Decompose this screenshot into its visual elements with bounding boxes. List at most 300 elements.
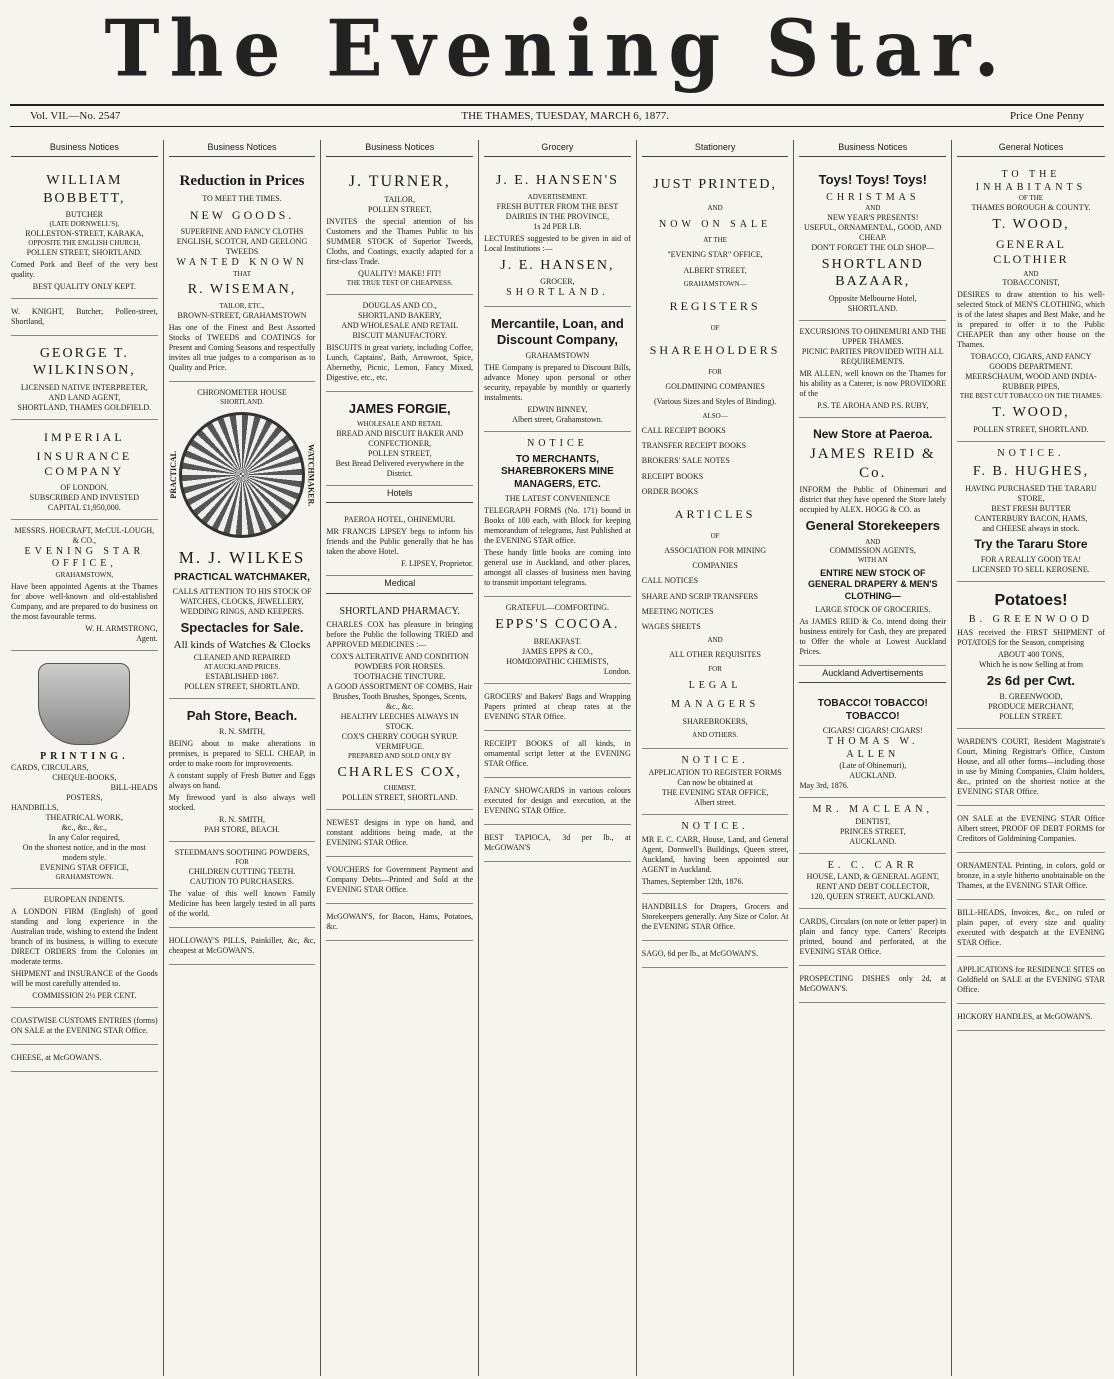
ad-line: CARDS, CIRCULARS,: [11, 763, 89, 772]
ad-text: Has one of the Finest and Best Assorted Stocks of TWEEDS and COATINGS for Present and Coming Seasons and respectfully invites all true judges to a comparison as to Quality and Price.: [168, 322, 316, 372]
ad-line: POLLEN STREET, SHORTLAND.: [26, 247, 143, 257]
ad-tararu-store: [957, 442, 1105, 582]
ad-line: ENGLISH, SCOTCH, AND GEELONG TWEEDS: [176, 237, 308, 256]
ad-line: BUTCHER: [65, 210, 104, 220]
coat-of-arms-icon: [38, 663, 130, 745]
ad-text: HICKORY HANDLES, at McGOWAN'S.: [957, 1012, 1093, 1022]
ad-line: JAMES EPPS & CO.,: [521, 646, 593, 656]
ad-text: BISCUITS in great variety, including Coffee, Lunch, Captains', Bath, Arrowroot, Spice, Abernethy, Picnic, Lemon, Fancy Mixed, Digestive, etc., etc.: [326, 343, 474, 382]
ad-line: THEATRICAL WORK,: [45, 813, 123, 822]
ad-headline: New Store at Paeroa.: [813, 426, 933, 441]
section-header: General Notices: [957, 140, 1105, 157]
ad-t-wood: [957, 163, 1105, 441]
ad-line: TO MEET THE TIMES.: [202, 194, 282, 203]
volume-number: Vol. VII.—No. 2547: [30, 110, 121, 122]
ad-line: Opposite Melbourne Hotel,: [828, 293, 917, 303]
ad-line: All kinds of Watches & Clocks: [173, 639, 311, 652]
ad-line: LICENSED NATIVE INTERPRETER,: [20, 382, 148, 392]
ad-line: Albert street, Grahamstown.: [512, 415, 603, 424]
ad-text: CHARLES COX has pleasure in bringing before the Public the following TRIED and APPROVED MEDICINES :—: [326, 620, 474, 649]
ad-text: BEING about to make alterations in premises, is prepared to SELL CHEAP, in order to make room for improvements.: [168, 739, 316, 768]
ad-line: In any Color required,: [48, 833, 120, 842]
ad-registers: [642, 163, 789, 749]
ad-line: WATCHES, CLOCKS, JEWELLERY, WEDDING RINGS, AND KEEPERS.: [180, 597, 304, 616]
ad-line: ABOUT 400 TONS,: [997, 650, 1064, 659]
ad-line: AT THE: [703, 236, 727, 245]
section-header: Auckland Advertisements: [799, 666, 946, 683]
ad-headline: NOTICE.: [681, 755, 749, 767]
ad-headline: J. E. HANSEN'S: [495, 173, 619, 189]
ad-line: POLLEN STREET, SHORTLAND.: [342, 793, 458, 802]
ad-headline: STEEDMAN'S SOOTHING POWDERS,: [174, 848, 310, 857]
ad-line: THE EVENING STAR OFFICE,: [661, 787, 769, 797]
ad-line: THE TRUE TEST OF CHEAPNESS.: [346, 279, 453, 288]
ad-text: NEWEST designs in type on hand, and constant additions being made, at the EVENING STAR Office.: [326, 818, 474, 847]
ad-line: London.: [603, 666, 631, 676]
ad-proof-of-debt: [957, 806, 1105, 853]
ad-line: R. N. SMITH,: [219, 815, 266, 824]
ad-line: SHORTLAND.: [220, 397, 264, 406]
ad-text: GROCERS' and Bakers' Bags and Wrapping Papers printed at cheap rates at the EVENING STAR Office.: [484, 691, 631, 721]
ad-prospecting-dishes: [799, 966, 946, 1003]
ad-line: ORDER BOOKS: [641, 486, 698, 496]
ad-headline: M. J. WILKES: [178, 548, 306, 568]
ad-line: 1s 2d PER LB.: [533, 221, 582, 231]
ad-customs-entries: [11, 1008, 158, 1045]
ad-text: CARDS, Circulars (on note or letter paper) in plain and fancy type. Carters' Receipts printed, bound and perforated, at the EVENING STAR Office.: [799, 917, 947, 956]
ad-headline: Reduction in Prices: [179, 173, 305, 190]
ad-headline: PAEROA HOTEL, OHINEMURI.: [344, 515, 456, 525]
ad-text: INVITES the special attention of his Customers and the Thames Public to his SUMMER STOCK of Superior Tweeds, Cloths, and Coatings, exactly adapted for a first-class Trade.: [326, 217, 474, 267]
ad-line: BROKERS' SALE NOTES: [641, 456, 730, 466]
ad-line: SHARE AND SCRIP TRANSFERS: [641, 591, 759, 601]
ad-line: OF: [710, 323, 720, 332]
ad-text: WARDEN'S COURT, Resident Magistrate's Court, Mining Registrar's Office, Custom House, and all other forms—including those in use by Mining Companies, Claim holders, &c., printed on the shortest notice at the EVENING STAR Office.: [957, 737, 1105, 797]
ad-line: SHAREBROKERS,: [682, 716, 748, 726]
ad-pah-store: [169, 699, 316, 842]
ad-text: COASTWISE CUSTOMS ENTRIES (forms) ON SALE at the EVENING STAR Office.: [11, 1015, 158, 1035]
ad-line: "EVENING STAR" OFFICE,: [667, 250, 763, 260]
ad-line: HOMŒOPATHIC CHEMISTS,: [506, 656, 609, 666]
ad-cards: [799, 909, 946, 966]
ad-line: TOOTHACHE TINCTURE.: [353, 672, 446, 681]
ad-line: PICNIC PARTIES PROVIDED WITH ALL REQUIREMENTS.: [801, 346, 944, 366]
ad-douglas: [326, 295, 473, 392]
ad-line: CALL NOTICES: [641, 576, 699, 586]
ad-text: BEST TAPIOCA, 3d per lb., at McGOWAN'S: [484, 832, 631, 852]
column-2: [164, 140, 322, 1376]
ad-text: A LONDON FIRM (English) of good standing and long experience in the Australian trade, wishing to extend the Indent branch of its business, is willing to execute DIRECT ORDERS from the Colonies on moderate terms.: [11, 906, 158, 966]
ad-headline: EPPS'S COCOA.: [495, 617, 620, 632]
ad-imperial-insurance: [11, 420, 158, 520]
ad-line: ALSO—: [702, 411, 728, 420]
ad-headline: J. E. HANSEN,: [500, 257, 615, 273]
ad-headline: SHORTLAND BAZAAR,: [821, 256, 924, 290]
ad-line: BREAD AND BISCUIT BAKER AND CONFECTIONER,: [336, 429, 464, 448]
ad-line: RECEIPT BOOKS: [641, 471, 704, 481]
ad-hickory-handles: [957, 1004, 1105, 1031]
ad-line: THAMES BOROUGH & COUNTY.: [971, 203, 1091, 212]
ad-headline: Spectacles for Sale.: [180, 620, 304, 635]
ad-line: SHORTLAND.: [847, 303, 898, 313]
ad-text: DESIRES to draw attention to his well-selected Stock of MEN'S CLOTHING, which is of the latest shapes and Best Make, and he is prepared to offer it to the Public CHEAPER than any other house on the Thames.: [957, 290, 1105, 350]
ad-headline: JAMES REID & Co.: [809, 445, 936, 481]
ad-line: CLEANED AND REPAIRED: [193, 653, 291, 662]
ad-headline: T. WOOD,: [992, 405, 1070, 420]
ad-hoecraft: [11, 520, 158, 651]
ad-headline: Try the Tararu Store: [974, 536, 1088, 551]
ad-headline: ENTIRE NEW STOCK OF GENERAL DRAPERY & MEN'S CLOTHING—: [808, 568, 938, 601]
watch-icon: [179, 412, 305, 538]
ad-line: GRAHAMSTOWN—: [683, 279, 747, 288]
ad-showcards: [484, 778, 631, 825]
ad-text: ORNAMENTAL Printing, in colors, gold or bronze, in a style hitherto unobtainable on the Thames, at the EVENING STAR Office.: [957, 861, 1105, 891]
ad-line: TAILOR,: [384, 195, 416, 205]
ad-line: POLLEN STREET,: [368, 205, 432, 215]
ad-line: GROCER,: [540, 277, 575, 286]
ad-headline: J. TURNER,: [348, 173, 451, 191]
ad-line: COMMISSION 2½ PER CENT.: [32, 990, 137, 1000]
ad-line: GOLDMINING COMPANIES: [665, 382, 765, 392]
ad-line: NEW YEAR'S PRESENTS!: [827, 212, 919, 222]
masthead: [0, 0, 1114, 95]
ad-line: AND: [707, 203, 723, 212]
ad-line: PRODUCE MERCHANT,: [988, 702, 1074, 712]
ad-steedman: [169, 842, 316, 928]
ad-line: WITH AN: [857, 556, 888, 565]
section-header: Medical: [326, 576, 473, 593]
ad-forgie: [326, 392, 473, 486]
ad-line: PRACTICAL: [168, 451, 178, 500]
section-header: Stationery: [642, 140, 789, 157]
ad-line: OPPOSITE THE ENGLISH CHURCH,: [28, 239, 141, 247]
ad-line: PAH STORE, BEACH.: [204, 825, 280, 834]
price: Price One Penny: [1010, 110, 1084, 122]
section-header: Business Notices: [799, 140, 946, 157]
ad-line: CHEMIST,: [383, 784, 416, 793]
ad-european-indents: [11, 889, 158, 1008]
ad-vouchers: [326, 857, 473, 904]
ad-line: R. N. SMITH,: [219, 727, 266, 736]
ad-line: &c., &c., &c.,: [61, 823, 107, 832]
ad-grocers-bags: [484, 684, 631, 731]
ad-text: THE Company is prepared to Discount Bills, advance Money upon personal or other security, repayable by monthly or quarterly instalments.: [484, 363, 631, 402]
ad-excursions: [799, 321, 946, 418]
ad-line: THE BEST CUT TOBACCO ON THE THAMES.: [959, 392, 1103, 401]
ad-line: POLLEN STREET, SHORTLAND.: [184, 681, 300, 691]
ad-headline: GENERAL CLOTHIER: [993, 236, 1069, 266]
ad-line: THE LATEST CONVENIENCE: [504, 494, 610, 503]
ad-text: FANCY SHOWCARDS in various colours executed for design and execution, at the EVENING STAR Office.: [484, 785, 631, 815]
ad-headline: General Storekeepers: [805, 518, 940, 534]
ad-line: CIGARS! CIGARS! CIGARS!: [822, 726, 923, 735]
ad-line: HOUSE, LAND, & GENERAL AGENT,: [806, 872, 939, 881]
ad-line: FRESH BUTTER FROM THE BEST DAIRIES IN THE PROVINCE,: [496, 201, 619, 221]
ad-line: OF LONDON.: [60, 482, 109, 492]
ad-headline: B. GREENWOOD: [968, 613, 1094, 625]
ad-headline: DOUGLAS AND CO.,: [362, 301, 437, 310]
ad-line: TOBACCO, CIGARS, AND FANCY GOODS DEPARTMENT.: [970, 352, 1092, 372]
ad-line: SUPERFINE AND FANCY CLOTHS: [180, 227, 304, 236]
ad-bill-heads: [957, 900, 1105, 957]
ad-text: CHEESE, at McGOWAN'S.: [11, 1052, 102, 1062]
ad-cheese: [11, 1045, 158, 1072]
ad-line: LICENSED TO SELL KEROSENE.: [972, 564, 1090, 574]
ad-text: APPLICATIONS for RESIDENCE SITES on Goldfield on SALE at the EVENING STAR Office.: [957, 965, 1105, 995]
ad-ornamental-printing: [957, 853, 1105, 900]
ad-line: A GOOD ASSORTMENT OF COMBS, Hair Brushes, Tooth Brushes, Sponges, Scents, &c., &c.: [327, 682, 473, 711]
section-header: Business Notices: [169, 140, 316, 157]
ad-line: CALLS ATTENTION TO HIS STOCK OF: [172, 587, 312, 596]
ad-printing: [11, 651, 158, 889]
ad-text: HAS received the FIRST SHIPMENT of POTATOES for the Season, comprising: [957, 628, 1105, 647]
column-7: [952, 140, 1110, 1376]
ad-carr-notice: [642, 815, 789, 895]
ad-line: May 3rd, 1876.: [799, 781, 849, 790]
ad-headline: CHARLES COX,: [337, 764, 462, 780]
ad-register-forms: [642, 749, 789, 815]
ad-line: CHILDREN CUTTING TEETH.: [188, 866, 296, 876]
ad-headline: THOMAS W. ALLEN: [826, 736, 919, 760]
ad-signature: Agent.: [136, 633, 158, 643]
ad-line: Corned Pork and Beef of the very best quality.: [11, 259, 158, 279]
ad-receipt-books: [484, 731, 631, 778]
ad-line: (LATE DORNWELL'S),: [49, 220, 120, 229]
ad-text: McGOWAN'S, for Bacon, Hams, Potatoes, &c.: [326, 912, 474, 931]
ad-line: APPLICATION TO REGISTER FORMS: [648, 767, 782, 777]
ad-headline: Potatoes!: [994, 591, 1068, 609]
ad-line: AND WHOLESALE AND RETAIL BISCUIT MANUFACTORY.: [341, 321, 459, 340]
ad-line: WANTED KNOWN: [176, 257, 308, 268]
ad-headline: PRINTING.: [40, 750, 129, 762]
ad-line: USEFUL, ORNAMENTAL, GOOD, AND CHEAP.: [803, 222, 942, 242]
ad-text: INFORM the Public of Ohinemuri and district that they have opened the Store lately occupied by ALEX. HOGG & CO. as: [799, 485, 947, 515]
ad-text: MR E. C. CARR, House, Land, and General Agent, Dornwell's Buildings, Queen street, Auckland, having been appointed our AGENT in Auckland.: [641, 835, 789, 875]
ad-line: LEGAL MANAGERS: [671, 679, 760, 710]
ad-signature: F. LIPSEY, Proprietor.: [401, 559, 474, 569]
ad-knight: [11, 299, 158, 336]
ad-line: CHEQUE-BOOKS,: [52, 773, 117, 782]
ad-headline: TO THE INHABITANTS: [975, 169, 1087, 193]
ad-shortland-pharmacy: [326, 600, 473, 811]
masthead-title: The Evening Star.: [104, 4, 1010, 95]
ad-line: Can now be obtained at: [677, 777, 753, 787]
ad-line: P.S. TE AROHA AND P.S. RUBY,: [817, 400, 929, 410]
ad-hansen: [484, 163, 631, 306]
ad-line: OF: [710, 531, 720, 540]
ad-headline: IMPERIAL: [44, 429, 125, 444]
ad-sago: [642, 941, 789, 968]
ad-headline: CHRONOMETER HOUSE: [197, 387, 287, 397]
ad-text: A constant supply of Fresh Butter and Eggs always on hand.: [168, 771, 316, 790]
ad-line: BREAKFAST.: [533, 636, 582, 646]
ad-headline: SHAREHOLDERS: [649, 343, 781, 358]
ad-maclean: [799, 798, 946, 854]
ad-headline: EUROPEAN INDENTS.: [43, 894, 125, 904]
issue-info-bar: [10, 104, 1104, 127]
ad-wiseman: [169, 163, 316, 381]
ad-james-reid: [799, 418, 946, 666]
ad-line: AUCKLAND.: [849, 771, 897, 780]
ad-text: TELEGRAPH FORMS (No. 171) bound in Books of 100 each, with Block for keeping memorandum of telegrams, Just Published at the EVENING STAR office.: [484, 506, 631, 545]
ad-line: BILL-HEADS: [110, 783, 158, 792]
ad-headline: TOBACCO! TOBACCO! TOBACCO!: [817, 698, 928, 722]
ad-line: POSTERS,: [66, 793, 103, 802]
ad-bobbett: [11, 163, 158, 299]
column-4: [479, 140, 637, 1376]
ad-line: QUALITY! MAKE! FIT!: [358, 269, 442, 279]
ad-line: AND: [1023, 269, 1039, 278]
ad-line: SHORTLAND.: [506, 287, 609, 298]
ad-toys: [799, 163, 946, 321]
ad-text: As JAMES REID & Co. intend doing their business entirely for Cash, they are prepared to Offer the whole at Lowest Auckland Prices.: [799, 616, 947, 656]
ad-thomas-allen: [799, 689, 946, 798]
ad-wilkinson: [11, 336, 158, 420]
ad-line: GRAHAMSTOWN,: [55, 570, 114, 579]
ad-paeroa-hotel: [326, 509, 473, 576]
ad-text: SHIPMENT and INSURANCE of the Goods will be most carefully attended to.: [11, 968, 158, 988]
ad-line: CANTERBURY BACON, HAMS,: [974, 513, 1088, 523]
ad-text: HOLLOWAY'S PILLS, Painkiller, &c, &c, cheapest at McGOWAN'S.: [168, 935, 316, 955]
ad-line: TRANSFER RECEIPT BOOKS: [641, 441, 747, 451]
ad-text: VOUCHERS for Government Payment and Company Debts—Printed and Sold at the EVENING STAR Office.: [326, 865, 474, 894]
ad-headline: EXCURSIONS TO OHINEMURI AND THE UPPER THAMES.: [799, 326, 947, 346]
ad-text: These handy little books are coming into general use in Auckland, and other places, amongst all classes of business men having to transmit important telegrams.: [484, 548, 631, 587]
ad-line: ADVERTISEMENT.: [527, 192, 588, 201]
ad-line: HEALTHY LEECHES ALWAYS IN STOCK.: [340, 712, 459, 731]
ad-text: MR ALLEN, well known on the Thames for his ability as a Caterer, is now PROVIDORE of the: [799, 368, 947, 398]
ad-telegraph-forms: [484, 432, 631, 597]
ad-headline: R. WISEMAN,: [187, 282, 297, 298]
ad-line: CHRISTMAS: [826, 191, 920, 203]
ad-line: TAILOR, ETC.,: [219, 301, 265, 310]
ad-headline: E. C. CARR: [827, 859, 918, 871]
ad-line: ESTABLISHED 1867.: [205, 671, 279, 681]
section-header: Grocery: [484, 140, 631, 157]
ad-line: EVENING STAR OFFICE,: [24, 545, 145, 570]
column-1: [6, 140, 164, 1376]
ad-line: Which he is now Selling at from: [978, 660, 1083, 669]
ad-text: SAGO, 6d per lb., at McGOWAN'S.: [641, 949, 759, 959]
ad-line: FOR: [708, 664, 722, 673]
ad-headline: NOTICE.: [681, 820, 749, 832]
ad-line: (Late of Ohinemuri),: [839, 761, 907, 770]
ad-line: Best Bread Delivered everywhere in the District.: [335, 459, 464, 478]
ad-line: POLLEN STREET,: [368, 449, 432, 458]
ad-headline: NOTICE.: [997, 447, 1065, 459]
ad-line: AND: [865, 537, 881, 546]
ad-headline: F. B. HUGHES,: [972, 464, 1090, 479]
ad-headline: JUST PRINTED,: [653, 177, 777, 193]
ad-line: AND: [865, 204, 881, 212]
ad-line: BROWN-STREET, GRAHAMSTOWN: [177, 310, 307, 320]
ad-line: Albert street.: [694, 797, 736, 807]
section-header: Business Notices: [326, 140, 473, 157]
ad-wardens-court: [957, 729, 1105, 806]
ad-signature: W. H. ARMSTRONG,: [85, 623, 158, 633]
ad-text: My firewood yard is also always well stocked.: [168, 793, 316, 812]
column-6: [794, 140, 952, 1376]
ad-headline: JAMES FORGIE,: [348, 401, 451, 416]
ad-headline: GRATEFUL—COMFORTING.: [505, 603, 610, 612]
ad-text: RECEIPT BOOKS of all kinds, in ornamental script letter at the EVENING STAR Office.: [484, 738, 631, 768]
ad-line: ALBERT STREET,: [683, 265, 747, 275]
ad-line: AUCKLAND.: [849, 836, 897, 846]
ad-mcgowans-bacon: [326, 904, 473, 941]
ad-line: and CHEESE always in stock.: [982, 523, 1080, 533]
ad-line: 120, QUEEN STREET, AUCKLAND.: [810, 892, 935, 901]
ad-headline: Toys! Toys! Toys!: [818, 172, 927, 188]
ad-line: ALL OTHER REQUISITES: [669, 650, 761, 660]
ad-line: EVENING STAR OFFICE,: [39, 863, 129, 872]
ad-text: PROSPECTING DISHES only 2d, at McGOWAN'S.: [799, 974, 947, 993]
ad-headline: Mercantile, Loan, and Discount Company,: [490, 315, 624, 347]
ad-headline: ARTICLES: [674, 506, 756, 521]
ad-text: W. KNIGHT, Butcher, Pollen-street, Shortland,: [11, 306, 158, 326]
ad-ec-carr: [799, 854, 946, 910]
ad-line: EDWIN BINNEY,: [527, 405, 588, 414]
ad-headline: PRACTICAL WATCHMAKER,: [174, 571, 310, 583]
ad-line: COMMISSION AGENTS,: [829, 546, 916, 556]
ad-headline: NOTICE: [527, 438, 588, 449]
ad-headline: MR. MACLEAN,: [812, 804, 934, 815]
ad-line: BEST QUALITY ONLY KEPT.: [32, 281, 136, 291]
ad-line: VERMIFUGE.: [375, 742, 425, 751]
ad-line: RENT AND DEBT COLLECTOR,: [816, 882, 930, 891]
ad-line: AT AUCKLAND PRICES.: [203, 663, 281, 671]
ad-line: MEETING NOTICES: [641, 606, 714, 616]
ad-headline: Pah Store, Beach.: [186, 707, 298, 723]
ad-text: LECTURES suggested to be given in aid of Local Institutions :—: [484, 233, 631, 253]
ad-line: CAPITAL £1,950,000.: [47, 502, 121, 512]
section-header: Hotels: [326, 486, 473, 503]
ad-headline: GEORGE T. WILKINSON,: [32, 345, 136, 379]
ad-text: ON SALE at the EVENING STAR Office Albert street, PROOF OF DEBT FORMS for Creditors of Goldmining Companies.: [957, 814, 1105, 844]
ad-line: COX'S ALTERATIVE AND CONDITION POWDERS FOR HORSES.: [330, 652, 469, 671]
ad-line: TOBACCONIST,: [1002, 278, 1060, 288]
ad-line: SHORTLAND, THAMES GOLDFIELD.: [17, 402, 152, 412]
ad-line: DENTIST,: [855, 816, 891, 826]
ad-line: SHORTLAND BAKERY,: [358, 311, 442, 320]
ad-line: POLLEN STREET.: [999, 712, 1063, 722]
ad-line: GRAHAMSTOWN: [525, 351, 590, 360]
column-5: [637, 140, 795, 1376]
ad-line: modern style.: [62, 853, 107, 862]
ad-potatoes: [957, 582, 1105, 730]
ad-line: WAGES SHEETS: [641, 621, 701, 631]
ad-line: AND OTHERS.: [692, 731, 739, 740]
ad-line: OF THE: [1018, 194, 1044, 203]
ad-wilkes: [169, 382, 316, 699]
ad-text: HANDBILLS for Drapers, Grocers and Storekeepers generally. Any Size or Color. At the EVENING STAR Office.: [641, 902, 789, 932]
ad-headline: TO MERCHANTS, SHAREBROKERS MINE MANAGERS, ETC.: [501, 453, 614, 490]
ad-line: CAUTION TO PURCHASERS.: [190, 876, 294, 886]
ad-line: GRAHAMSTOWN.: [55, 873, 114, 881]
ad-line: COX'S CHERRY COUGH SYRUP.: [341, 732, 458, 741]
ad-line: PREPARED AND SOLD ONLY BY: [348, 752, 452, 760]
ad-headline: WILLIAM BOBBETT,: [43, 173, 126, 206]
ad-line: HANDBILLS,: [11, 803, 59, 812]
ad-line: WHOLESALE AND RETAIL: [357, 420, 443, 429]
ad-headline: REGISTERS: [669, 299, 761, 314]
ad-headline: SHORTLAND PHARMACY.: [339, 605, 460, 617]
ad-line: FOR: [708, 368, 722, 376]
dateline: THE THAMES, TUESDAY, MARCH 6, 1877.: [461, 110, 670, 122]
ad-line: (Various Sizes and Styles of Binding).: [653, 397, 777, 407]
ad-headline: T. WOOD,: [992, 217, 1070, 232]
ad-headline: NOW ON SALE: [659, 219, 772, 231]
ad-residence-sites: [957, 957, 1105, 1004]
